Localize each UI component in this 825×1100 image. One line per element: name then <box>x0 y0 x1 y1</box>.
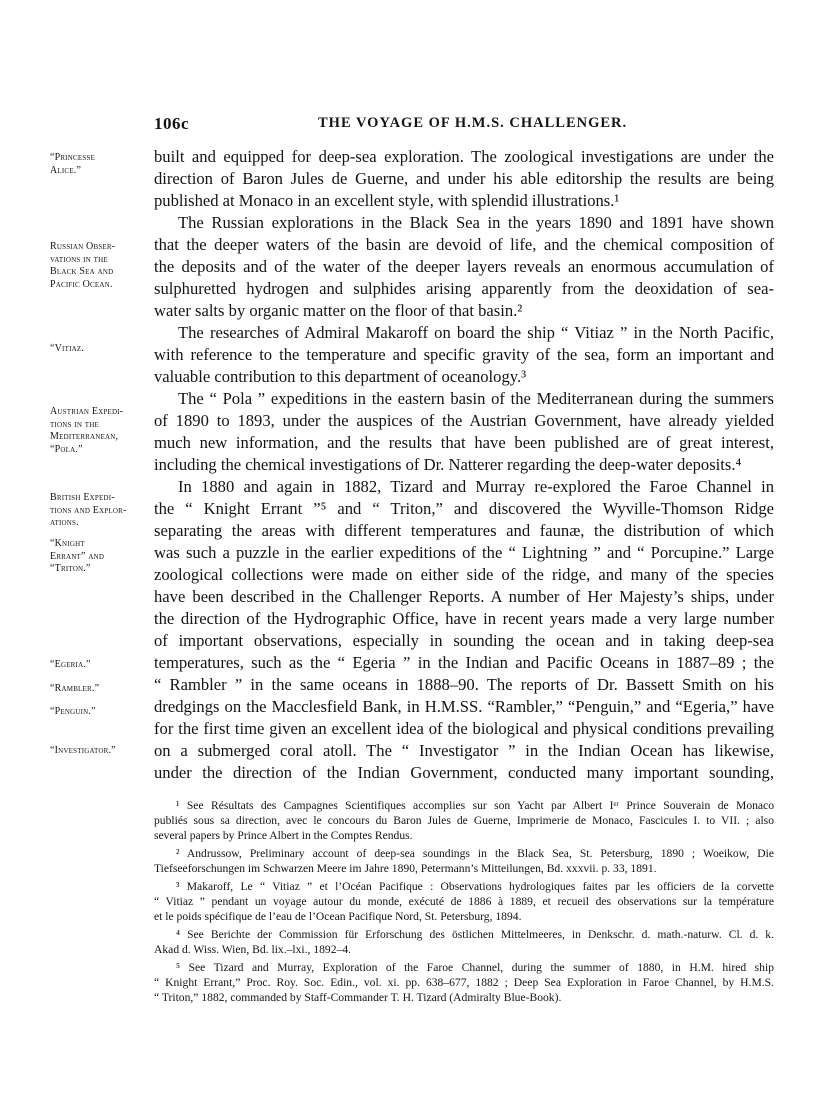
footnote-line: et le poids spécifique de l’eau de l’Ocean Pacifique Nord, St. Petersburg, 1894. <box>154 910 522 923</box>
sidenote-knight-errant-triton: “Knight Errant” and “Triton.” <box>50 538 105 574</box>
body-line: The “ Pola ” expeditions in the eastern basin of the Mediterranean during the summers <box>178 389 774 408</box>
body-line: valuable contribution to this department of oceanology.³ <box>154 367 527 386</box>
body-line: “ Rambler ” in the same oceans in 1888–90. The reports of Dr. Bassett Smith on his <box>154 675 774 694</box>
sidenote-egeria: “Egeria.” <box>50 659 91 670</box>
body-line: was such a puzzle in the earlier expeditions of the “ Lightning ” and “ Porcupine.” Large <box>154 543 774 562</box>
footnote-line: “ Triton,” 1882, commanded by Staff-Commander T. H. Tizard (Admiralty Blue-Book). <box>154 991 562 1004</box>
page-header <box>0 114 825 138</box>
body-line: separating the areas with different temperatures and faunæ, the distribution of which <box>154 521 774 540</box>
footnote-line: “ Vitiaz ” pendant un voyage autour du monde, exécuté de 1886 à 1889, et recueil des observations sur la température <box>154 895 774 908</box>
body-line: of important observations, especially in sounding the ocean and in taking deep-sea <box>154 631 774 650</box>
body-line: The Russian explorations in the Black Sea in the years 1890 and 1891 have shown <box>178 213 774 232</box>
footnote-line: ⁴ See Berichte der Commission für Erforschung des östlichen Mittelmeeres, in Denkschr. d. math.-naturw. Cl. d. k. <box>176 928 774 941</box>
body-line: water salts by organic matter on the floor of that basin.² <box>154 301 523 320</box>
sidenote-rambler: “Rambler.” <box>50 683 100 694</box>
sidenote-british-expeditions: British Expedi- tions and Explor- ations. <box>50 492 127 528</box>
body-line: for the first time given an excellent idea of the biological and physical conditions prevailing <box>154 719 774 738</box>
sidenote-investigator: “Investigator.” <box>50 745 116 756</box>
sidenote-vitiaz: “Vitiaz. <box>50 343 85 354</box>
footnote-line: “ Knight Errant,” Proc. Roy. Soc. Edin., vol. xi. pp. 638–677, 1882 ; Deep Sea Exploration in Faroe Channel, by H.M.S. <box>154 976 774 989</box>
body-line: that the deeper waters of the basin are devoid of life, and the chemical composition of <box>154 235 774 254</box>
body-line: the deposits and of the water of the deeper layers reveals an enormous accumulation of <box>154 257 774 276</box>
body-line: the “ Knight Errant ”⁵ and “ Triton,” and discovered the Wyville-Thomson Ridge <box>154 499 774 518</box>
footnote-line: publiés sous sa direction, avec le concours du Baron Jules de Guerne, Imprimerie de Monaco, Fascicules I. to VII. ; also <box>154 814 774 827</box>
body-line: dredgings on the Macclesfield Bank, in H.M.SS. “Rambler,” “Penguin,” and “Egeria,” have <box>154 697 774 716</box>
body-line: on a submerged coral atoll. The “ Investigator ” in the Indian Ocean has likewise, <box>154 741 774 760</box>
running-title: THE VOYAGE OF H.M.S. CHALLENGER. <box>318 115 628 131</box>
body-line: the direction of the Hydrographic Office, have in recent years made a very large number <box>154 609 774 628</box>
body-line: In 1880 and again in 1882, Tizard and Murray re-explored the Faroe Channel in <box>178 477 774 496</box>
sidenote-princesse-alice: “Princesse Alice.” <box>50 152 96 176</box>
footnote-line: ² Andrussow, Preliminary account of deep-sea soundings in the Black Sea, St. Petersburg, 1890 ; Woeikow, Die <box>176 847 774 860</box>
body-line: temperatures, such as the “ Egeria ” in the Indian and Pacific Oceans in 1887–89 ; the <box>154 653 774 672</box>
body-line: much new information, and the results that have been published are of great interest, <box>154 433 774 452</box>
footnote-line: Akad d. Wiss. Wien, Bd. lix.–lxi., 1892–4. <box>154 943 352 956</box>
sidenote-austrian-expeditions: Austrian Expedi- tions in the Mediterranean, “Pola.” <box>50 406 124 455</box>
footnote-line: ³ Makaroff, Le “ Vitiaz ” et l’Océan Pacifique : Observations hydrologiques faites par les officiers de la corvette <box>176 880 774 893</box>
body-line: zoological collections were made on either side of the ridge, and many of the species <box>154 565 774 584</box>
footnote-line: Tiefseeforschungen im Schwarzen Meere im Jahre 1890, Petermann’s Mitteilungen, Bd. xxxvii. p. 33, 1891. <box>154 862 657 875</box>
footnote-line: ¹ See Résultats des Campagnes Scientifiques accomplies sur son Yacht par Albert Iᵉʳ Prince Souverain de Monaco <box>176 799 774 812</box>
page-number: 106c <box>154 114 190 133</box>
footnote-line: ⁵ See Tizard and Murray, Exploration of the Faroe Channel, during the summer of 1880, in H.M. hired ship <box>176 961 774 974</box>
body-line: built and equipped for deep-sea exploration. The zoological investigations are under the <box>154 147 774 166</box>
body-line: of 1890 to 1893, under the auspices of the Austrian Government, have already yielded <box>154 411 774 430</box>
body-line: with reference to the temperature and specific gravity of the sea, form an important and <box>154 345 774 364</box>
body-line: The researches of Admiral Makaroff on board the ship “ Vitiaz ” in the North Pacific, <box>178 323 774 342</box>
body-line: direction of Baron Jules de Guerne, and under his able editorship the results are being <box>154 169 774 188</box>
body-line: including the chemical investigations of Dr. Natterer regarding the deep-water deposits.⁴ <box>154 455 742 474</box>
sidenote-russian-observations: Russian Obser- vations in the Black Sea and Pacific Ocean. <box>50 241 116 290</box>
body-line: sulphuretted hydrogen and sulphides arising apparently from the deoxidation of sea- <box>154 279 774 298</box>
footnote-line: several papers by Prince Albert in the Comptes Rendus. <box>154 829 413 842</box>
body-line: published at Monaco in an excellent style, with splendid illustrations.¹ <box>154 191 620 210</box>
sidenote-penguin: “Penguin.” <box>50 706 96 717</box>
body-line: have been described in the Challenger Reports. A number of Her Majesty’s ships, under <box>154 587 774 606</box>
body-line: under the direction of the Indian Government, conducted many important sounding, <box>154 763 774 782</box>
